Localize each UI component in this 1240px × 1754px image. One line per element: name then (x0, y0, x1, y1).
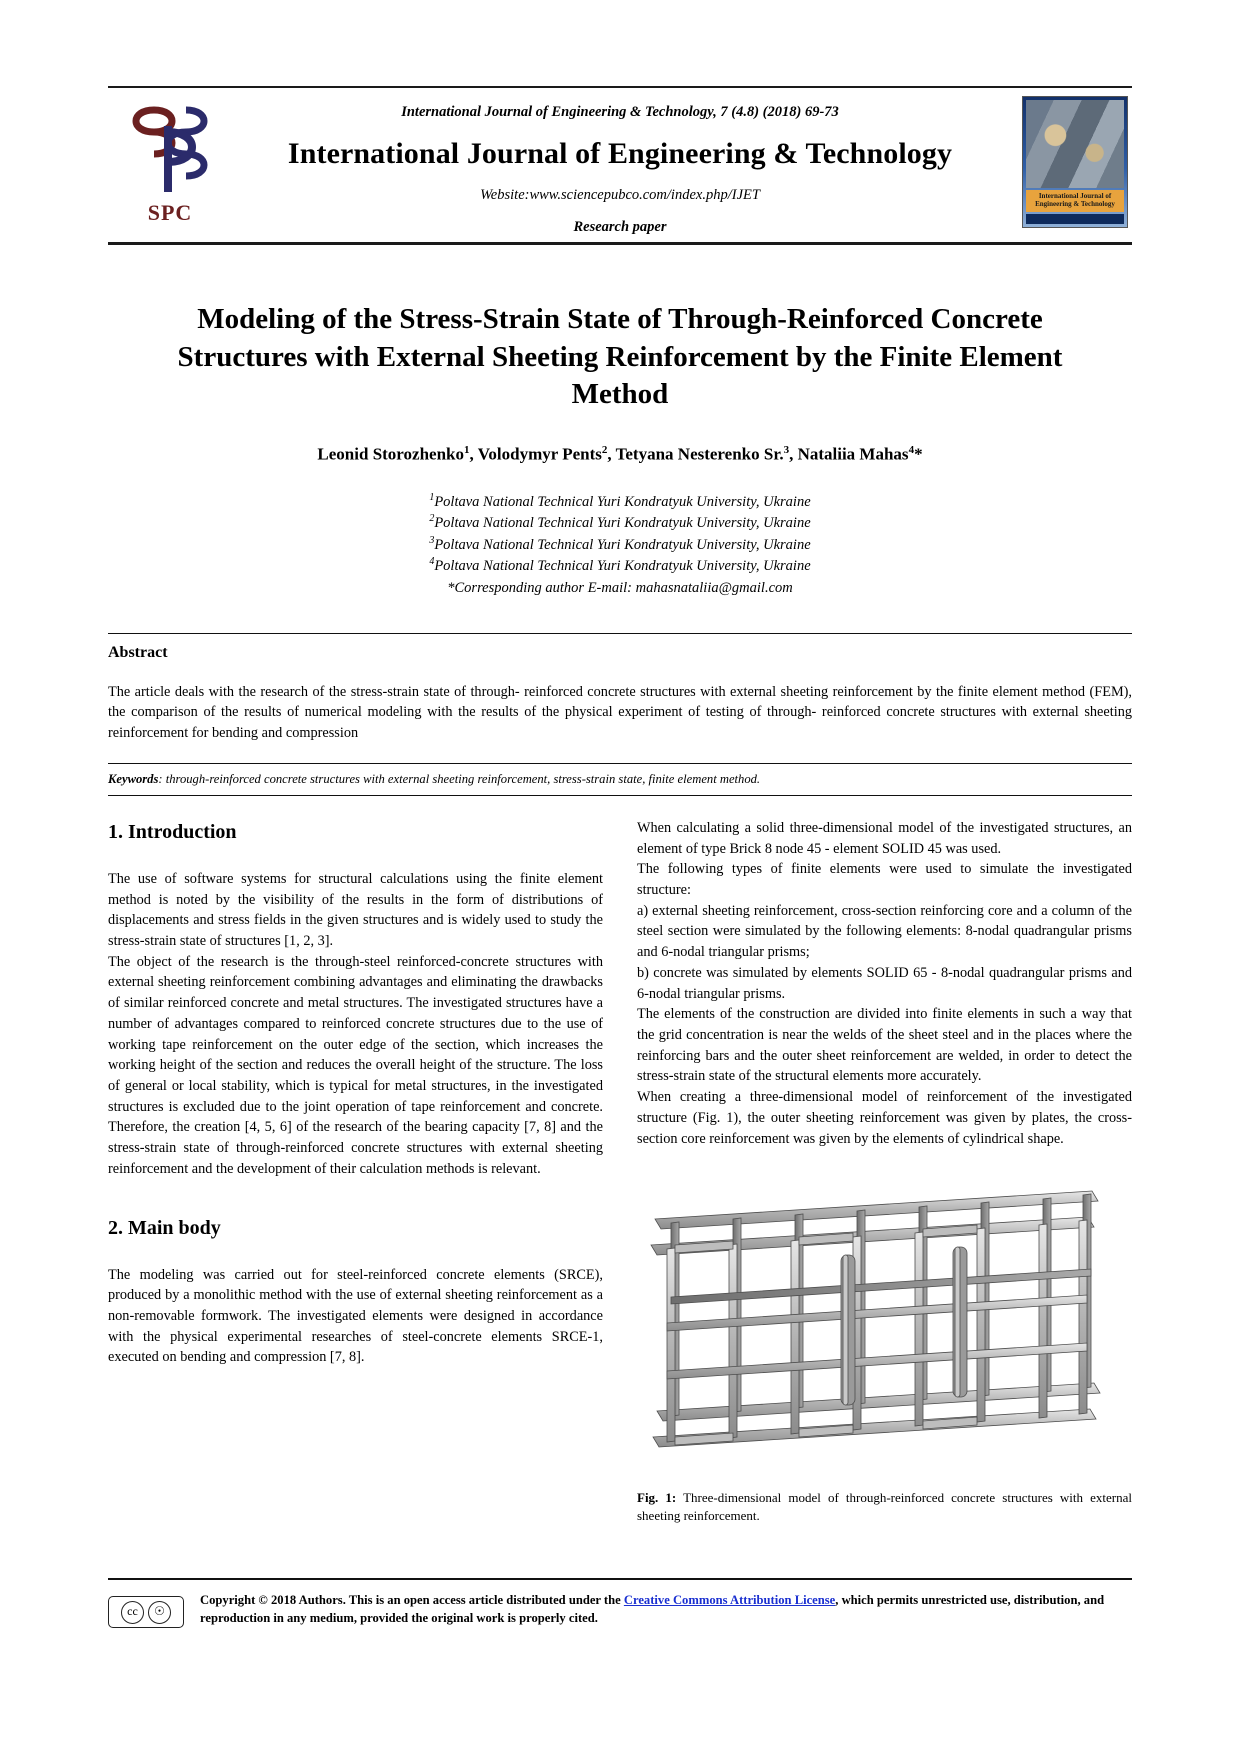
cover-footer-band (1026, 214, 1124, 224)
figure-1-caption-text: Three-dimensional model of through-reinforced concrete structures with external sheeting reinforcement. (637, 1490, 1132, 1524)
journal-website[interactable]: Website:www.sciencepubco.com/index.php/IJET (480, 187, 760, 203)
intro-paragraph-2: The object of the research is the through-steel reinforced-concrete structures with external sheeting reinforcement combining advantages and eliminating the drawbacks of similar reinforced concrete and metal structures. The investigated structures have a number of advantages compared to reinforced concrete structures due to the use of working tape reinforcement on the outer edge of the section, which increases the working height of the section and reduces the overall height of the structure. The loss of general or local stability, which is typical for metal structures, in the investigated structures is excluded due to the joint operation of tape reinforcement and concrete. Therefore, the creation [4, 5, 6] of the research of the bearing capacity [7, 8] and the stress-strain state of through-reinforced concrete structures with external sheeting reinforcement and the development of their calculation methods is relevant. (108, 953, 603, 1177)
masthead (108, 86, 1132, 245)
keywords-line (108, 772, 1132, 787)
creative-commons-badge-icon (108, 1596, 184, 1628)
main-body-paragraph-1: The modeling was carried out for steel-reinforced concrete elements (SRCE), produced by a monolithic method with the use of external sheeting reinforcement as a non-removable formwork. The investigated elements were designed in accordance with the physical experimental researches of steel-concrete elements SRCE-1, executed on bending and compression [7, 8]. (108, 1266, 603, 1366)
right-paragraph-1: When calculating a solid three-dimensional model of the investigated structures, an element of type Brick 8 node 45 - element SOLID 45 was used. (637, 819, 1132, 857)
right-paragraph-6: When creating a three-dimensional model of reinforcement of the investigated structure (Fig. 1), the outer sheeting reinforcement was given by plates, the cross-section core reinforcement was given by the elements of cylindrical shape. (637, 1089, 1132, 1147)
right-paragraph-4: b) concrete was simulated by elements SOLID 65 - 8-nodal quadrangular prisms and 6-nodal triangular prisms. (637, 964, 1132, 1002)
abstract-text: The article deals with the research of the stress-strain state of through- reinforced concrete structures with external sheeting reinforcement by the finite element method (FEM), the comparison of the results of numerical modeling with the results of the physical experiment of testing of through- reinforced concrete structures with external sheeting reinforcement for bending and compression (108, 683, 1132, 741)
spc-logo-text: SPC (147, 200, 193, 225)
body-columns (108, 818, 1132, 1525)
intro-paragraph-1: The use of software systems for structural calculations using the finite element method is noted by the visibility of the results in the form of distributions of displacements and stress fields in the given structures and is widely used to study the stress-strain state of structures [1, 2, 3]. (108, 870, 603, 949)
copyright-after: , which permits unrestricted use, distribution, and reproduction in any medium, provided the original work is properly cited. (200, 1593, 1105, 1625)
affiliation-text: Poltava National Technical Yuri Kondratyuk University, Ukraine (434, 514, 811, 531)
affiliation-item: $^1$Poltava National Technical Yuri Kondratyuk University, Ukraine (429, 491, 811, 510)
title-block (108, 301, 1132, 599)
cc-license-link[interactable]: Creative Commons Attribution License (623, 1593, 836, 1607)
footer (108, 1578, 1132, 1628)
author-list: Leonid Storozhenko$^1$, Volodymyr Pents$^2$, Tetyana Nesterenko Sr.$^3$, Nataliia Mahas$^4$* (317, 444, 923, 464)
affiliation-item: $^2$Poltava National Technical Yuri Kondratyuk University, Ukraine (429, 513, 811, 531)
keywords-text: : through-reinforced concrete structures with external sheeting reinforcement, stress-strain state, finite element method. (158, 771, 761, 786)
journal-cover-thumbnail (1022, 96, 1128, 228)
cc-by-icon: ☉ (148, 1601, 171, 1624)
affiliation-list (108, 491, 1132, 599)
left-column (108, 818, 603, 1525)
copyright-text (200, 1592, 1132, 1628)
cover-photo (1026, 100, 1124, 188)
affiliation-text: Poltava National Technical Yuri Kondratyuk University, Ukraine (434, 493, 811, 510)
affiliation-item: $^3$Poltava National Technical Yuri Kondratyuk University, Ukraine (429, 534, 811, 553)
affiliation-item: $^4$Poltava National Technical Yuri Kondratyuk University, Ukraine (429, 555, 811, 574)
corresponding-author: *Corresponding author E-mail: mahasnataliia@gmail.com (447, 580, 793, 597)
figure-1-label: Fig. 1: (637, 1490, 677, 1506)
page-content (108, 86, 1132, 1525)
right-paragraph-5: The elements of the construction are divided into finite elements in such a way that the grid concentration is near the welds of the sheet steel and in the places where the reinforcing bars and the outer sheet reinforcement are welded, in order to detect the stress-strain state of the structural elements more accurately. (637, 1006, 1132, 1085)
cover-title-band: International Journal of Engineering & Technology (1026, 190, 1124, 212)
keywords-label: Keywords (108, 771, 159, 786)
keywords-divider-bottom (108, 795, 1132, 796)
figure-1-caption (637, 1489, 1132, 1525)
keywords-divider-top (108, 763, 1132, 764)
right-paragraph-3: a) external sheeting reinforcement, cross-section reinforcing core and a column of the steel section were simulated by the following elements: 8-nodal quadrangular prisms and 6-nodal triangular prisms; (637, 902, 1132, 961)
spc-logo-icon (114, 96, 226, 204)
abstract-divider-top (108, 633, 1132, 634)
figure-1 (637, 1175, 1132, 1525)
spc-logo (114, 96, 226, 228)
figure-1-image (637, 1175, 1132, 1475)
right-paragraph-2: The following types of finite elements were used to simulate the investigated structure: (637, 861, 1132, 898)
section-heading-introduction: 1. Introduction (108, 820, 237, 843)
paper-type: Research paper (573, 219, 667, 235)
cc-icon: cc (121, 1601, 144, 1624)
copyright-before: Copyright © 2018 Authors. This is an open access article distributed under the (200, 1593, 624, 1607)
affiliation-text: Poltava National Technical Yuri Kondratyuk University, Ukraine (434, 557, 811, 574)
affiliation-text: Poltava National Technical Yuri Kondratyuk University, Ukraine (434, 536, 811, 553)
right-column (637, 818, 1132, 1525)
journal-title: International Journal of Engineering & Technology (287, 137, 953, 170)
paper-title: Modeling of the Stress-Strain State of Through-Reinforced Concrete Structures with External Sheeting Reinforcement by the Finite Element Method (177, 303, 1063, 411)
journal-issue-line: International Journal of Engineering & Technology, 7 (4.8) (2018) 69-73 (401, 104, 839, 120)
3d-frame-model-graphic (637, 1175, 1132, 1475)
section-heading-main-body: 2. Main body (108, 1216, 221, 1239)
abstract-heading: Abstract (108, 643, 168, 661)
masthead-center (108, 104, 1132, 236)
